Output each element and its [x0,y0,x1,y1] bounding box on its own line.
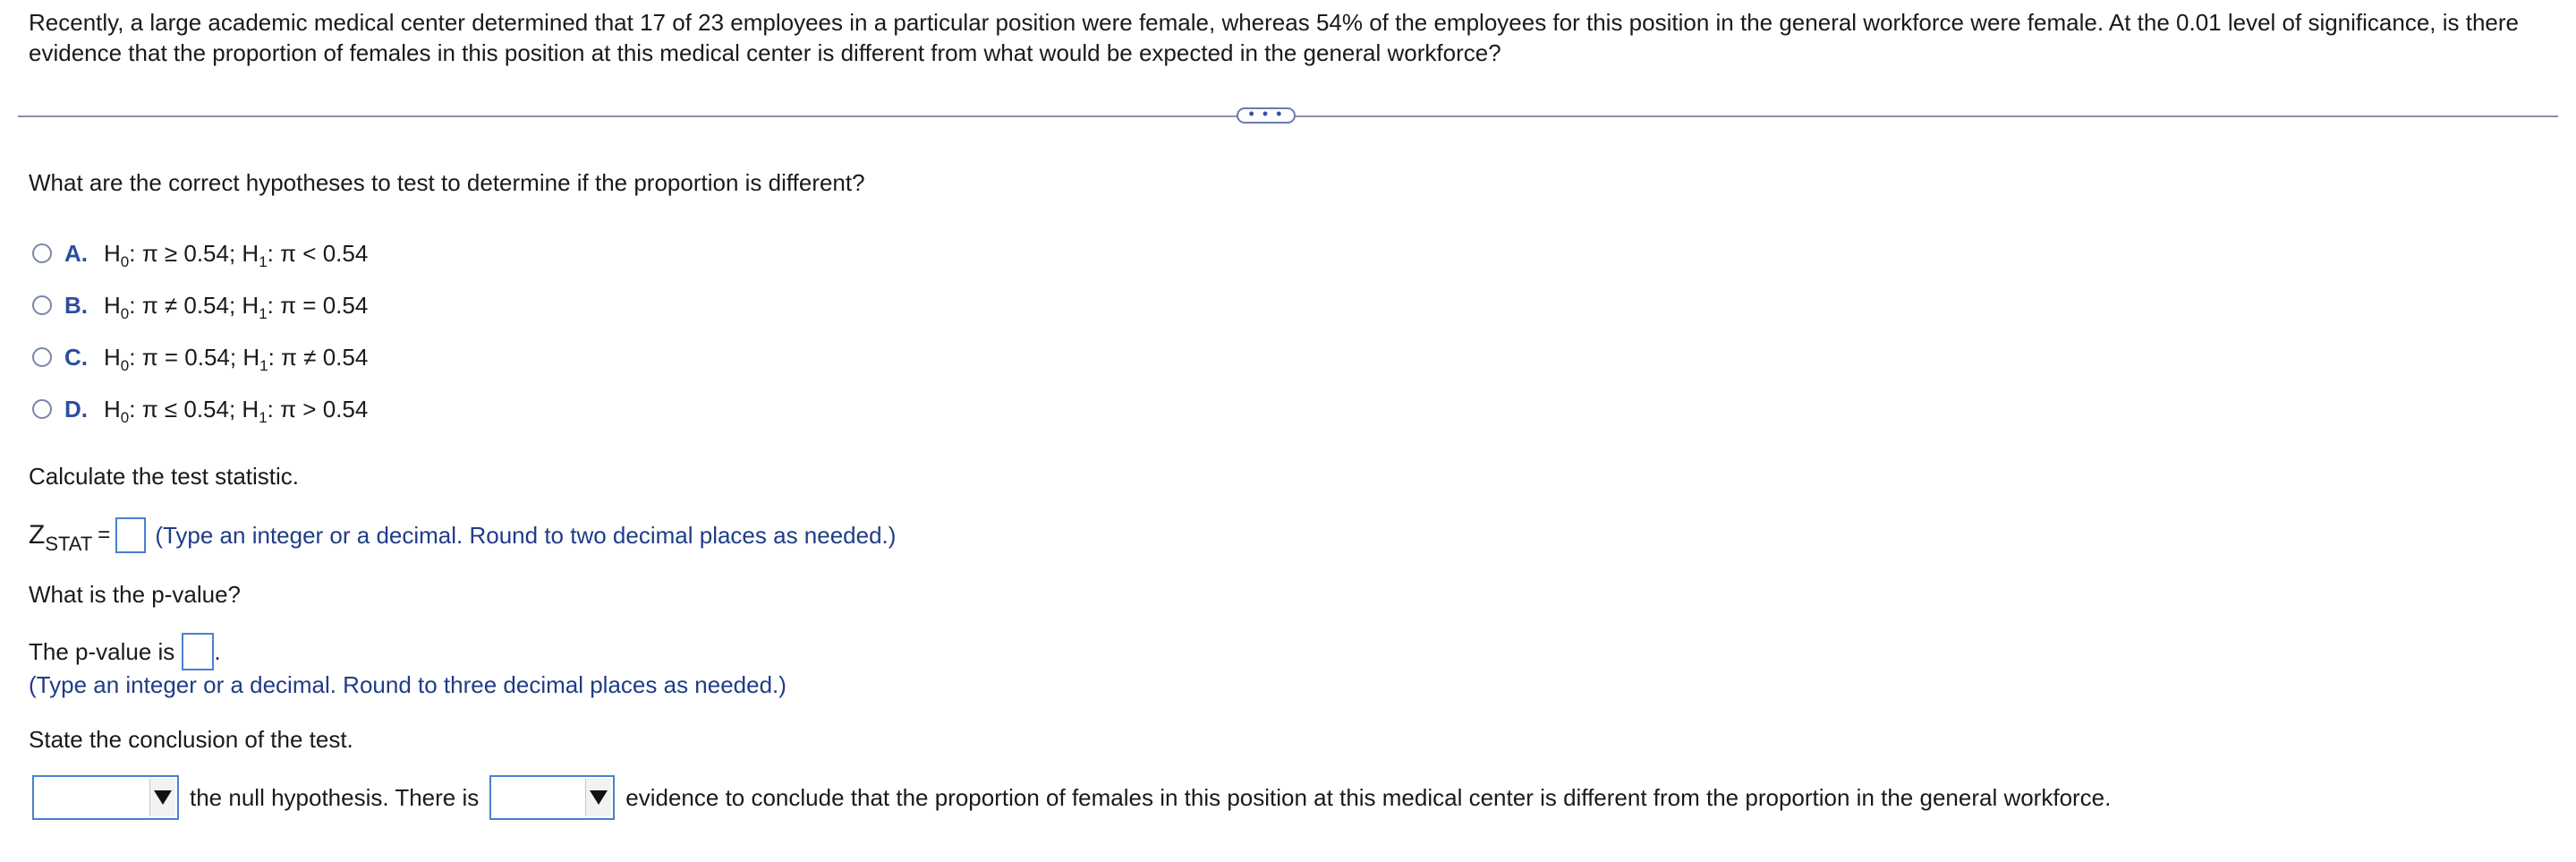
zstat-input[interactable] [115,517,146,553]
conclusion-text-1: the null hypothesis. There is [190,784,480,811]
hypotheses-question: What are the correct hypotheses to test to determine if the proportion is different? [29,169,865,196]
conclusion-instruction: State the conclusion of the test. [29,726,353,753]
option-letter: A. [64,239,88,267]
zstat-hint: (Type an integer or a decimal. Round to two decimal places as needed.) [155,521,897,549]
dropdown-arrow-icon[interactable] [585,779,611,816]
conclusion-row [32,775,2111,820]
calc-instruction: Calculate the test statistic. [29,463,300,490]
option-letter: D. [64,395,88,422]
pvalue-hint: (Type an integer or a decimal. Round to three decimal places as needed.) [29,671,786,698]
show-more-button[interactable]: • • • [1237,107,1296,124]
option-hypotheses: $H_0$: π ≠ 0.54; $H_1$: π = 0.54 [104,291,369,322]
pvalue-question: What is the p-value? [29,581,242,608]
zstat-label: $Z_{STAT}$ [29,520,93,555]
pvalue-prefix: The p-value is [29,638,175,665]
pvalue-row [29,633,221,670]
radio-button-a[interactable] [32,243,52,263]
option-d[interactable] [32,393,368,425]
problem-statement: Recently, a large academic medical center determined that 17 of 23 employees in a particular position were female, whereas 54% of the employees for this position in the general workforce were female. At the 0.01 level of significance, is there evidence that the proportion of females in this position at this medical center is different from what would be expected in the general workforce? [29,9,2520,66]
option-letter: B. [64,291,88,319]
decision-dropdown[interactable] [32,775,179,820]
option-a[interactable] [32,237,368,269]
equals-sign: = [98,523,111,547]
option-hypotheses: $H_0$: π ≤ 0.54; $H_1$: π > 0.54 [104,395,369,426]
option-b[interactable] [32,289,368,321]
pvalue-input[interactable] [182,633,214,670]
radio-button-d[interactable] [32,399,52,419]
option-hypotheses: $H_0$: π ≥ 0.54; $H_1$: π < 0.54 [104,239,369,270]
pvalue-suffix: . [214,638,221,665]
option-c[interactable] [32,341,368,373]
radio-button-c[interactable] [32,347,52,367]
conclusion-text-2: evidence to conclude that the proportion of females in this position at this medical center is different from the proportion in the general workforce. [625,784,2112,811]
radio-button-b[interactable] [32,295,52,315]
option-letter: C. [64,343,88,371]
option-hypotheses: $H_0$: π = 0.54; $H_1$: π ≠ 0.54 [104,343,369,374]
evidence-dropdown[interactable] [489,775,615,820]
dropdown-arrow-icon[interactable] [149,779,175,816]
zstat-row [29,517,896,553]
